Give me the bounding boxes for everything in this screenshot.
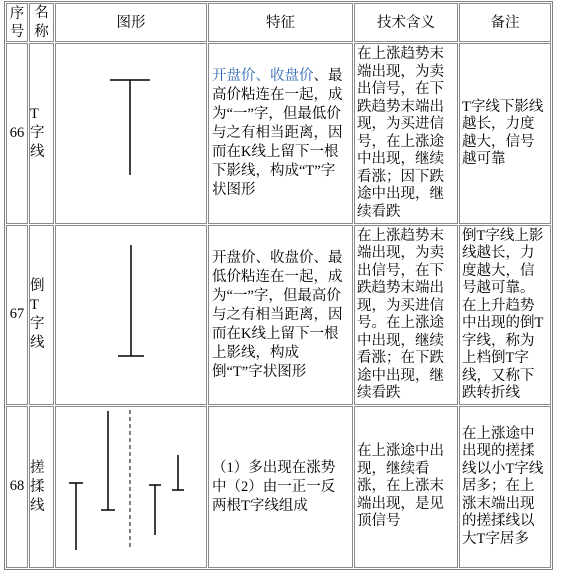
table-body: [6, 3, 551, 568]
inverted-t-line-figure-icon: [56, 226, 206, 404]
figure-box: [56, 44, 206, 223]
notes-box: [460, 226, 550, 404]
name-cell: [29, 225, 54, 405]
features-text: [212, 67, 349, 200]
header-features-box: [209, 4, 352, 41]
figure-cell: [55, 225, 207, 405]
seq-cell: [6, 225, 28, 405]
header-seq-cell: [6, 3, 28, 42]
header-features-label: 特征: [266, 14, 295, 31]
header-name-label: 名称: [34, 4, 49, 40]
features-rest-text: 、最 高价粘连在一起，成 为“一”字，但最低价 与之有相当距离，因 而在K线上留下一根 下影线，构成“T”字 状图形: [212, 68, 343, 198]
notes-cell: [459, 43, 551, 224]
meaning-text: 在上涨趋势末 端出现，为卖 出信号，在下 跌趋势末端出 现，为买进信 号。在上涨途 中出现，继续 看涨；在下跌 途中出现，继 续看跌: [357, 227, 444, 401]
notes-text: 在上涨途中 出现的搓揉 线以小T字线 居多；在上 涨末端出现 的搓揉线以 大T字居多: [462, 425, 544, 547]
seq-number: 68: [9, 478, 25, 495]
seq-box: [7, 44, 27, 223]
table-row: [6, 406, 551, 568]
notes-text: T字线下影线 越长，力度 越大，信号 越可靠: [462, 98, 544, 167]
table-row: [6, 225, 551, 405]
features-box: [209, 226, 352, 404]
figure-box: [56, 407, 206, 567]
header-name-cell: [29, 3, 54, 42]
meaning-cell: [354, 43, 458, 224]
price-link[interactable]: 开盘价、收盘价: [212, 68, 314, 84]
seq-number: 67: [9, 306, 25, 323]
name-cell: [29, 43, 54, 224]
seq-box: [7, 226, 27, 404]
header-meaning-label: 技术含义: [377, 14, 435, 31]
pattern-name: T字线: [30, 106, 45, 160]
header-notes-cell: [459, 3, 551, 42]
meaning-text: 在上涨途中出 现，继续看 涨，在上涨末 端出现，是见 顶信号: [357, 443, 444, 530]
seq-box: [7, 407, 27, 567]
header-meaning-box: [355, 4, 457, 41]
header-name-box: [30, 4, 53, 41]
notes-cell: [459, 406, 551, 568]
pattern-name: 搓揉线: [30, 459, 45, 514]
features-box: [209, 407, 352, 567]
name-cell: [29, 406, 54, 568]
notes-box: [460, 44, 550, 223]
seq-cell: [6, 43, 28, 224]
meaning-cell: [354, 406, 458, 568]
notes-cell: [459, 225, 551, 405]
features-box: [209, 44, 352, 223]
meaning-box: [355, 44, 457, 223]
figure-box: [56, 226, 206, 404]
seq-cell: [6, 406, 28, 568]
notes-text: 倒T字线上影 线越长，力 度越大，信 号越可靠。 在上升趋势 中出现的倒T 字线，称为 上档倒T字 线，又称下 跌转折线: [462, 227, 544, 401]
meaning-text: 在上涨趋势末 端出现，为卖 出信号，在下 跌趋势末端出 现，为买进信 号，在上涨途 中出现，继续 看涨；因下跌 途中出现，继 续看跌: [357, 46, 444, 220]
figure-cell: [55, 406, 207, 568]
name-box: [30, 44, 53, 223]
header-figure-cell: [55, 3, 207, 42]
table-header-row: [6, 3, 551, 42]
features-text: 开盘价、收盘价、最 低价粘连在一起，成 为“一”字，但最高价 与之有相当距离，因 而在K线上留下一根 上影线，构成 倒“T”字状图形: [212, 249, 343, 380]
features-text: （1）多出现在涨势 中（2）由一正一反 两根T字线组成: [212, 459, 336, 514]
name-box: [30, 407, 53, 567]
features-cell: [208, 406, 353, 568]
header-notes-label: 备注: [490, 14, 520, 31]
header-notes-box: [460, 4, 550, 41]
rubbing-line-figure-icon: [56, 407, 206, 567]
candlestick-pattern-table: [4, 1, 553, 570]
meaning-box: [355, 226, 457, 404]
pattern-name: 倒T字线: [30, 278, 45, 351]
seq-number: 66: [9, 124, 25, 141]
table-row: [6, 43, 551, 224]
name-box: [30, 226, 53, 404]
features-cell: [208, 225, 353, 405]
header-features-cell: [208, 3, 353, 42]
meaning-box: [355, 407, 457, 567]
header-figure-label: 图形: [116, 14, 146, 31]
figure-cell: [55, 43, 207, 224]
notes-box: [460, 407, 550, 567]
t-line-figure-icon: [56, 44, 206, 223]
features-cell: [208, 43, 353, 224]
meaning-cell: [354, 225, 458, 405]
header-seq-label: 序号: [9, 5, 25, 40]
header-figure-box: [56, 4, 206, 41]
header-seq-box: [7, 4, 27, 41]
header-meaning-cell: [354, 3, 458, 42]
